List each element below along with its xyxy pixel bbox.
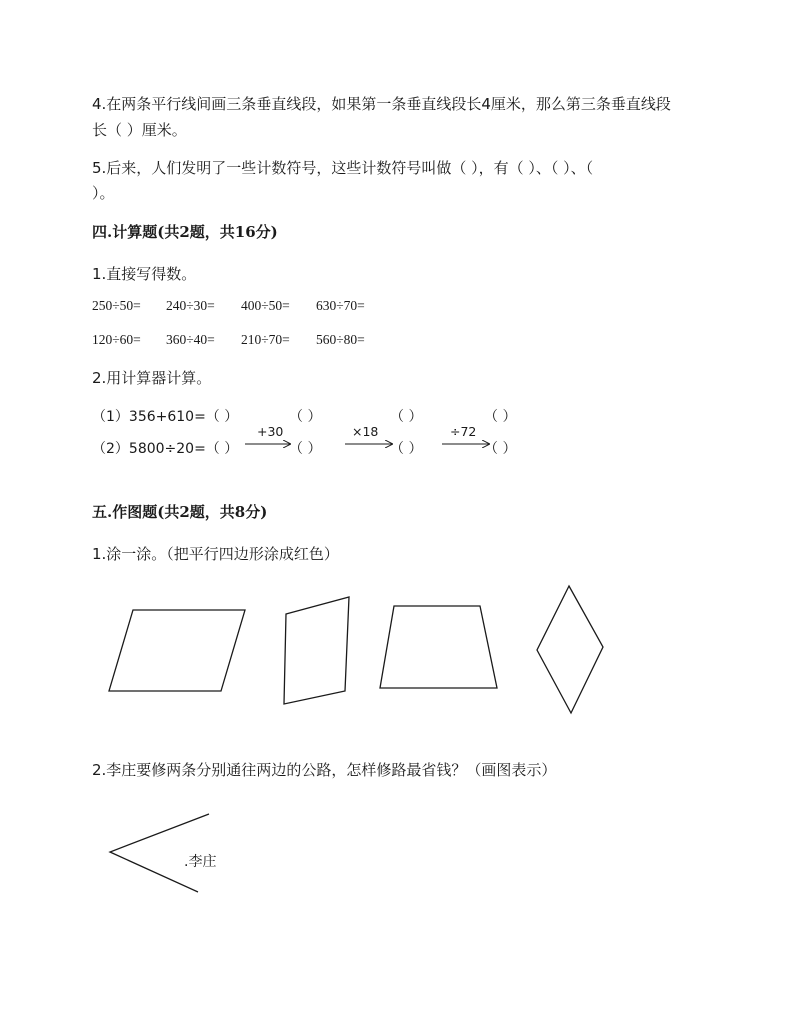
village-label: .李庄 <box>184 854 217 870</box>
q5-line2: ）。 <box>92 184 115 202</box>
answer-blank: （ ） <box>484 441 517 457</box>
section4-title: 四.计算题(共2题，共16分) <box>92 223 278 241</box>
operation-label: ÷72 <box>450 424 477 439</box>
calc2-row2-label: （2）5800÷20=（ ） <box>92 441 239 457</box>
section5-title: 五.作图题(共2题，共8分) <box>92 503 268 521</box>
trapezoid-shape[interactable] <box>380 606 497 688</box>
draw2-title: 2.李庄要修两条分别通往两边的公路，怎样修路最省钱？（画图表示） <box>92 761 557 779</box>
rhombus-shape[interactable] <box>537 586 603 713</box>
answer-blank: （ ） <box>390 409 423 425</box>
q4-line2: 长（ ）厘米。 <box>92 121 187 139</box>
operation-label: +30 <box>257 424 284 439</box>
q4-line1: 4.在两条平行线间画三条垂直线段，如果第一条垂直线段长4厘米，那么第三条垂直线段 <box>92 95 671 113</box>
calc1-item: 560÷80= <box>316 332 365 347</box>
answer-blank: （ ） <box>289 441 322 457</box>
calc2-row1-label: （1）356+610=（ ） <box>92 409 239 425</box>
calc1-item: 630÷70= <box>316 298 365 313</box>
calc1-item: 240÷30= <box>166 298 215 313</box>
road-lines <box>110 814 209 892</box>
operation-label: ×18 <box>352 424 379 439</box>
calc2-title: 2.用计算器计算。 <box>92 369 212 387</box>
calc1-item: 120÷60= <box>92 332 141 347</box>
calc1-item: 400÷50= <box>241 298 290 313</box>
q5-line1: 5.后来，人们发明了一些计数符号，这些计数符号叫做（ ），有（ ）、（ ）、（ <box>92 159 594 177</box>
parallelogram-shape[interactable] <box>109 610 245 691</box>
slanted-parallelogram-shape[interactable] <box>284 597 349 704</box>
answer-blank: （ ） <box>484 409 517 425</box>
calc1-item: 360÷40= <box>166 332 215 347</box>
answer-blank: （ ） <box>390 441 423 457</box>
calc1-item: 250÷50= <box>92 298 141 313</box>
draw1-title: 1.涂一涂。（把平行四边形涂成红色） <box>92 545 339 563</box>
answer-blank: （ ） <box>289 409 322 425</box>
calc1-item: 210÷70= <box>241 332 290 347</box>
calc1-title: 1.直接写得数。 <box>92 265 197 283</box>
